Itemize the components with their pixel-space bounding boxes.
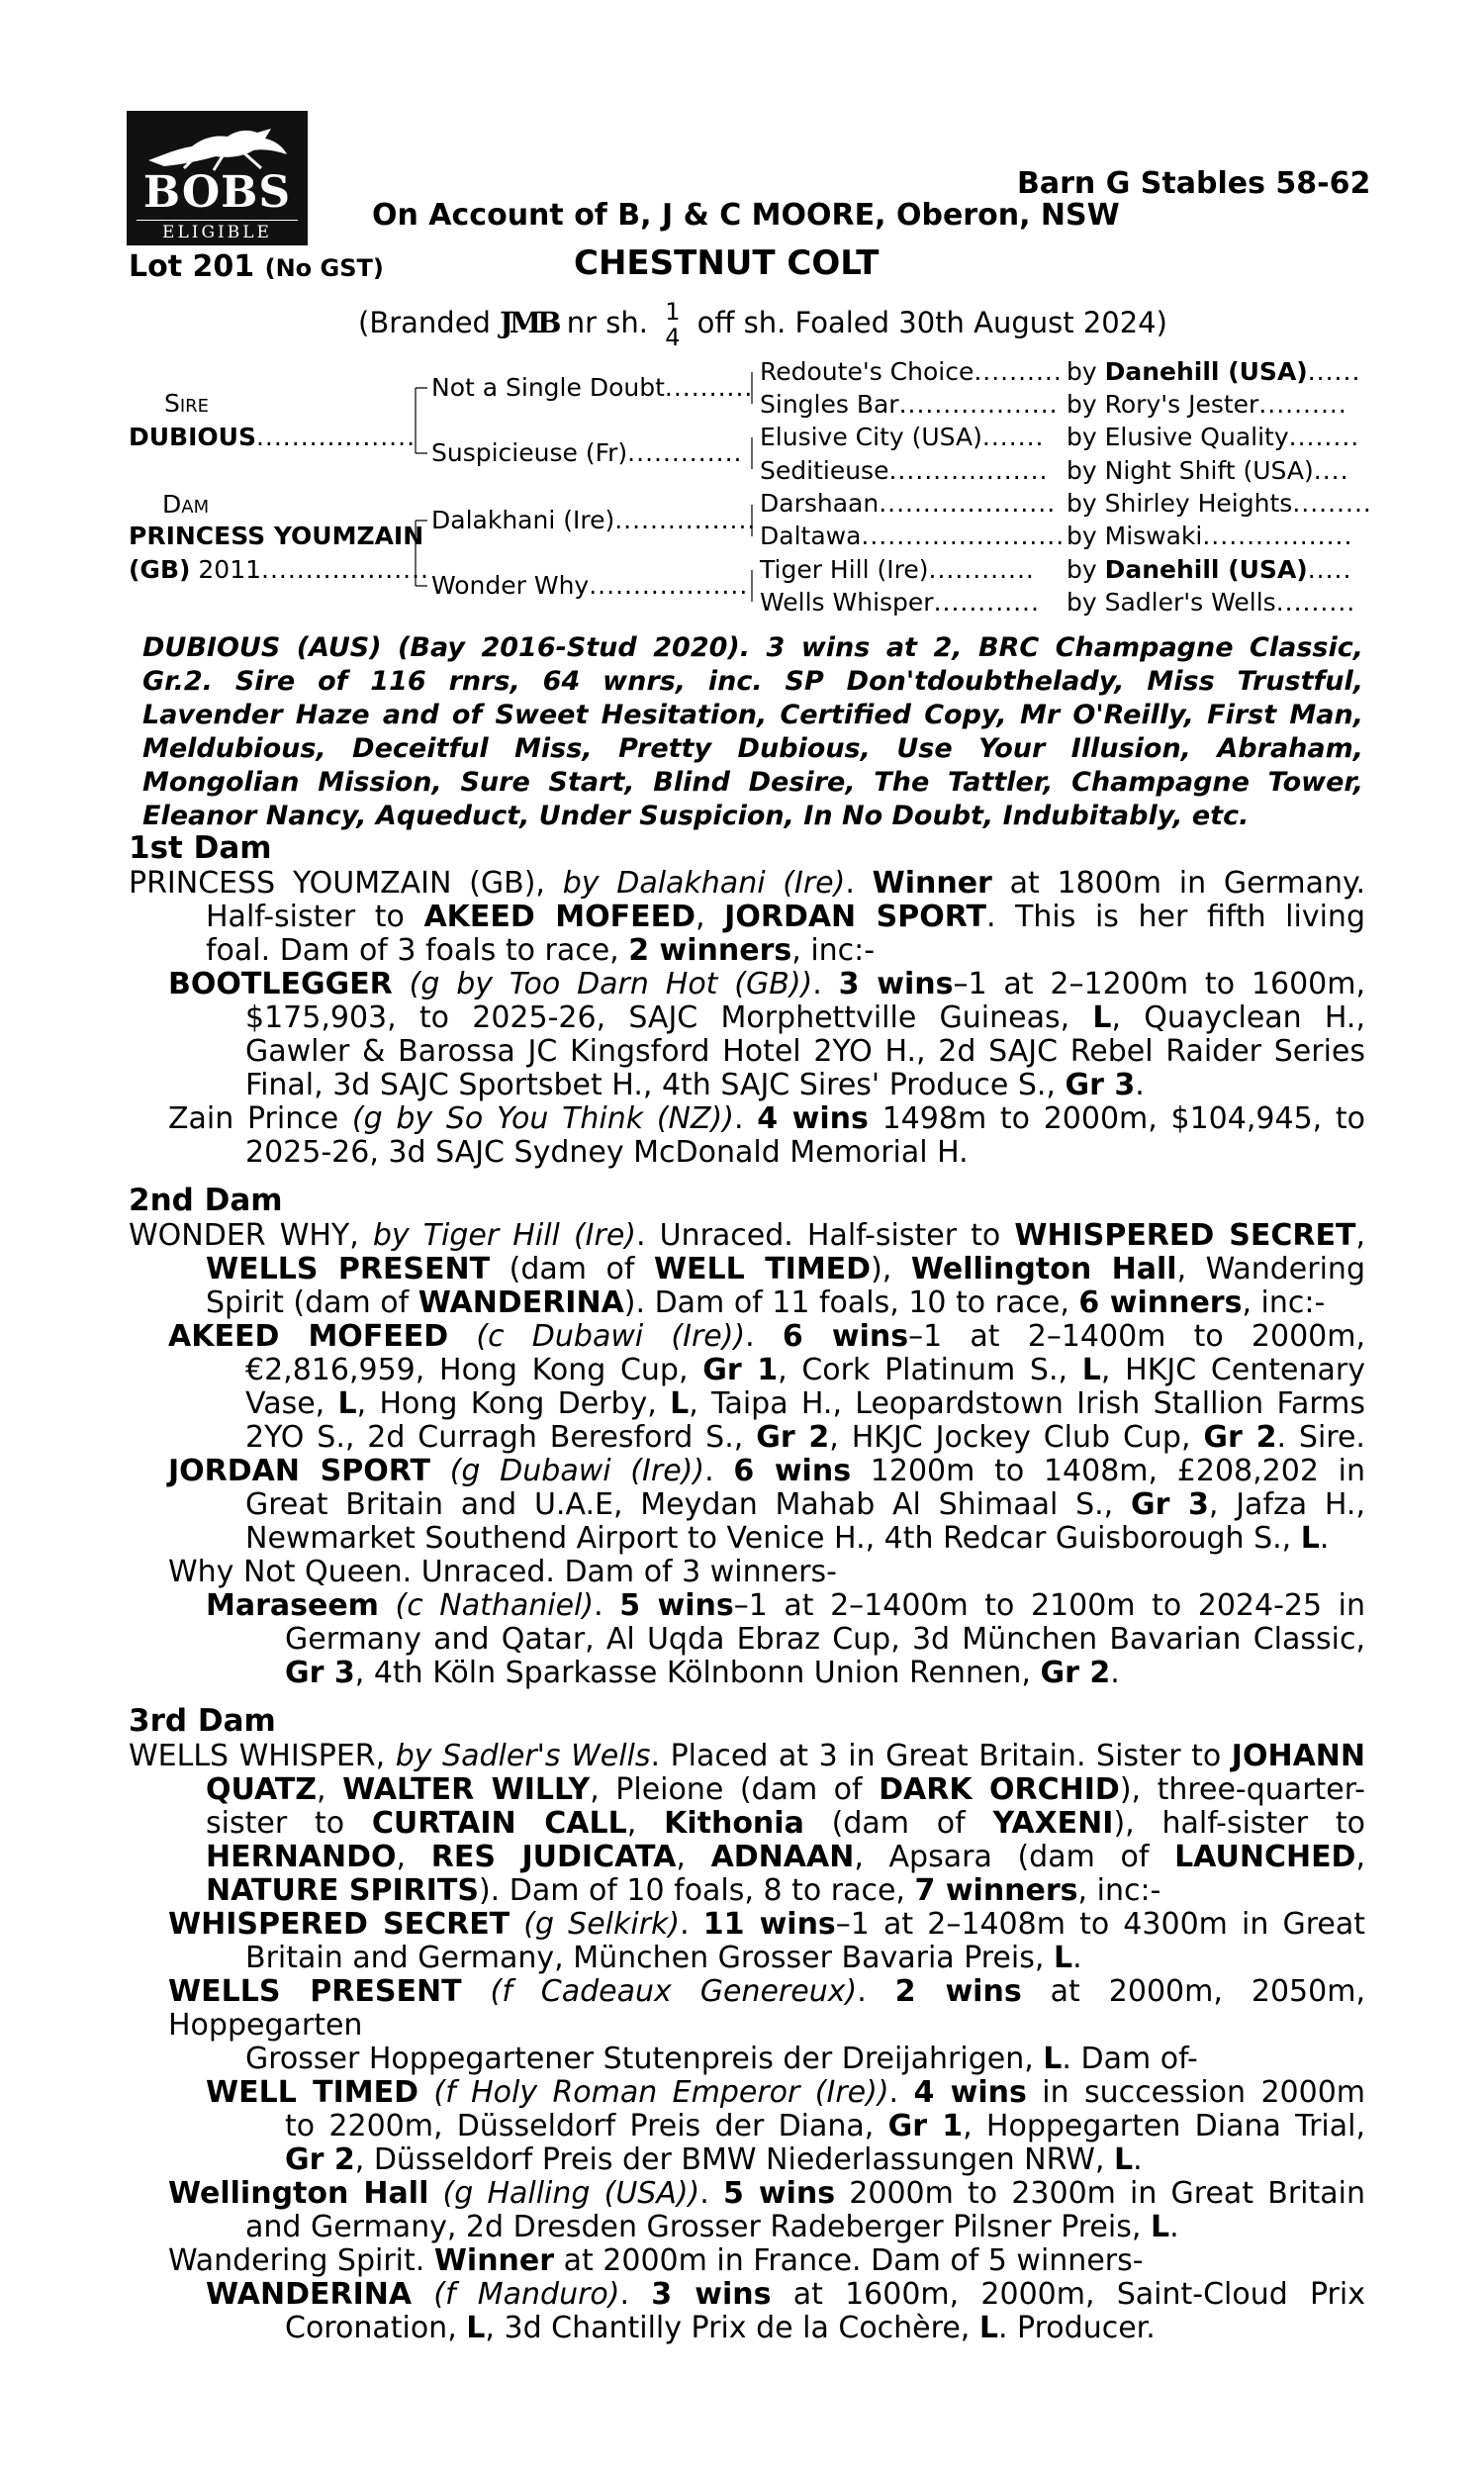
- g3-item: Seditieuse..................: [760, 456, 1049, 485]
- t: Half-sister to: [206, 900, 424, 934]
- t: [393, 967, 410, 1001]
- t: ),: [871, 1252, 911, 1286]
- t: Gr 2: [756, 1420, 830, 1455]
- t: (f Holy Roman Emperor (Ire)): [433, 2075, 889, 2110]
- dam1-line: [129, 901, 1365, 934]
- t: QUATZ: [206, 1772, 318, 1807]
- t: 5 wins: [619, 1588, 734, 1623]
- t: , Cork Platinum S.,: [778, 1353, 1082, 1387]
- t: .: [594, 1588, 620, 1623]
- t: [412, 2277, 433, 2312]
- dam-foaled: 2011: [190, 555, 262, 584]
- dam3-line: [129, 1975, 1365, 2043]
- t: .: [680, 1907, 703, 1942]
- t: .: [745, 1319, 783, 1354]
- t: , inc:-: [1242, 1285, 1326, 1320]
- t: WANDERINA: [206, 2277, 413, 2312]
- dam1-line: [129, 1001, 1365, 1035]
- g3-item: Redoute's Choice..........: [760, 357, 1063, 386]
- sire-line: Meldubious, Deceitful Miss, Pretty Dubious, Use Your Illusion, Abraham,: [142, 733, 1363, 764]
- t: , 4th Köln Sparkasse Kölnbonn Union Rennen,: [354, 1656, 1041, 1690]
- t: L: [1092, 1000, 1112, 1035]
- t: JORDAN SPORT: [724, 900, 986, 934]
- t: (c Dubawi (Ire)): [476, 1319, 746, 1354]
- dam2-line: [129, 1387, 1365, 1421]
- t: by Dalakhani (Ire): [562, 866, 846, 901]
- t: [418, 2075, 433, 2110]
- dam3-line: [129, 2278, 1365, 2312]
- t: $175,903, to 2025-26, SAJC Morphettville Guineas,: [245, 1000, 1093, 1035]
- dam3-line: [129, 1942, 1365, 1975]
- g3-name: Daltawa: [760, 522, 862, 550]
- t: , Jafza H.,: [1208, 1487, 1365, 1522]
- dam2-line: [129, 1657, 1365, 1690]
- t: .: [888, 2075, 914, 2110]
- t: , inc:-: [1077, 1873, 1161, 1908]
- t: .: [1319, 1521, 1330, 1556]
- t: JORDAN SPORT: [168, 1454, 430, 1488]
- g4-item: by Night Shift (USA)....: [1067, 456, 1349, 485]
- t: , HKJC Centenary: [1100, 1353, 1365, 1387]
- t: LAUNCHED: [1174, 1840, 1356, 1874]
- dam3-line: [129, 2143, 1365, 2177]
- t: Vase,: [245, 1386, 338, 1421]
- dam3-line: [129, 2244, 1365, 2278]
- t: Britain and Germany, München Grosser Bavaria Preis,: [245, 1941, 1054, 1975]
- t: (g Selkirk): [523, 1907, 681, 1942]
- dam3-line: [129, 2110, 1365, 2143]
- t: WANDERINA: [417, 1285, 624, 1320]
- t: NATURE SPIRITS: [206, 1873, 479, 1908]
- g3-name: Singles Bar: [760, 390, 899, 419]
- t: L: [1043, 2042, 1063, 2076]
- g4-name: Shirley Heights: [1104, 489, 1293, 518]
- t: 5 wins: [722, 2176, 836, 2211]
- t: .: [845, 866, 873, 901]
- dam2-line: [129, 1522, 1365, 1556]
- dam-origin: (GB): [129, 555, 191, 584]
- t: , Hoppegarten Diana Trial,: [963, 2109, 1365, 2143]
- t: Gr 2: [285, 2142, 355, 2177]
- t: . Producer.: [997, 2311, 1156, 2345]
- g4-by: by: [1067, 390, 1105, 419]
- lot-label: Lot 201: [129, 249, 255, 284]
- t: at 2000m, 2050m, Hoppegarten: [168, 1974, 1365, 2043]
- t: (f Cadeaux Genereux): [490, 1974, 858, 2009]
- t: Gr 1: [702, 1353, 779, 1387]
- g4-by: by: [1067, 555, 1105, 584]
- dam2-line: Germany and Qatar, Al Uqda Ebraz Cup, 3d München Bavarian Classic,: [285, 1622, 1365, 1657]
- t: . Dam of-: [1062, 2042, 1198, 2076]
- t: [430, 1454, 450, 1488]
- t: WELL TIMED: [206, 2075, 418, 2110]
- t: ,: [676, 1840, 711, 1874]
- gst-note: (No GST): [264, 254, 384, 282]
- t: L: [1113, 2142, 1134, 2177]
- t: . This is her fifth living: [985, 900, 1365, 934]
- t: Grosser Hoppegartener Stutenpreis der Dreijahrigen,: [245, 2042, 1044, 2076]
- t: , HKJC Jockey Club Cup,: [829, 1420, 1204, 1455]
- t: , Apsara (dam of: [854, 1840, 1175, 1874]
- sire-line: Mongolian Mission, Sure Start, Blind Desire, The Tattler, Champagne Tower,: [142, 767, 1363, 798]
- t: ,: [696, 900, 725, 934]
- t: 1498m to 2000m, $104,945, to: [868, 1101, 1366, 1136]
- t: L: [466, 2311, 486, 2345]
- g2-name: Suspicieuse (Fr): [431, 438, 628, 467]
- t: , inc:-: [791, 933, 876, 968]
- t: Wellington Hall: [168, 2176, 429, 2211]
- g4-by: by: [1067, 522, 1105, 550]
- t: Spirit (dam of: [206, 1285, 418, 1320]
- g2-item: Suspicieuse (Fr).............: [431, 438, 743, 467]
- sire-line: Lavender Haze and of Sweet Hesitation, Certified Copy, Mr O'Reilly, First Man,: [142, 700, 1363, 730]
- g3-item: Daltawa.......................: [760, 522, 1066, 550]
- g4-item: by Rory's Jester..........: [1067, 390, 1347, 419]
- g3-name: Elusive City (USA): [760, 423, 982, 451]
- t: , Wandering: [1176, 1252, 1365, 1286]
- t: L: [1053, 1941, 1073, 1975]
- g4-item: by Shirley Heights.........: [1067, 489, 1372, 518]
- g4-item: by Sadler's Wells.........: [1067, 588, 1356, 617]
- g4-name: Night Shift (USA): [1104, 456, 1314, 485]
- t: and Germany, 2d Dresden Grosser Radeberger Pilsner Preis,: [245, 2210, 1151, 2244]
- second-dam-heading: 2nd Dam: [129, 1183, 283, 1218]
- t: WELLS WHISPER,: [129, 1739, 396, 1773]
- t: 3 wins: [651, 2277, 772, 2312]
- g4-item: by Danehill (USA)......: [1067, 357, 1361, 386]
- t: JOHANN: [1231, 1739, 1366, 1773]
- t: .: [699, 2176, 723, 2211]
- lot-title: CHESTNUT COLT: [574, 243, 880, 283]
- t: 6 wins: [733, 1454, 852, 1488]
- t: ). Dam of 11 foals, 10 to race,: [623, 1285, 1079, 1320]
- t: .: [704, 1454, 734, 1488]
- dam2-line: [129, 1421, 1365, 1455]
- dam2-line: [129, 1253, 1365, 1286]
- t: L: [670, 1386, 690, 1421]
- t: , Hong Kong Derby,: [356, 1386, 671, 1421]
- t: 7 winners: [914, 1873, 1078, 1908]
- t: L: [1150, 2210, 1170, 2244]
- t: Gr 2: [1040, 1656, 1111, 1690]
- t: Coronation,: [285, 2311, 467, 2345]
- t: Zain Prince: [168, 1101, 352, 1136]
- pedigree-brackets: [0, 0, 1484, 653]
- t: AKEED MOFEED: [423, 900, 696, 934]
- t: 6 wins: [782, 1319, 909, 1354]
- t: Gr 2: [1203, 1420, 1277, 1455]
- dam2-line: [129, 1320, 1365, 1354]
- t: sister to: [206, 1806, 372, 1841]
- third-dam-heading: 3rd Dam: [129, 1703, 276, 1739]
- dam2-line: [129, 1354, 1365, 1387]
- t: ,: [626, 1806, 665, 1841]
- t: PRINCESS YOUMZAIN (GB),: [129, 866, 563, 901]
- sire-line: Gr.2. Sire of 116 rnrs, 64 wnrs, inc. SP Don'tdoubthelady, Miss Trustful,: [142, 666, 1363, 697]
- t: DARK ORCHID: [879, 1772, 1120, 1807]
- t: ,: [317, 1772, 343, 1807]
- t: by Sadler's Wells: [395, 1739, 651, 1773]
- t: .: [1169, 2210, 1179, 2244]
- t: WELLS PRESENT: [206, 1252, 491, 1286]
- t: Final, 3d SAJC Sportsbet H., 4th SAJC Sires' Produce S.,: [245, 1068, 1066, 1102]
- g4-by: by: [1067, 588, 1105, 617]
- dam1-line: [129, 968, 1365, 1001]
- t: WHISPERED SECRET: [168, 1907, 510, 1942]
- t: 11 wins: [702, 1907, 836, 1942]
- t: . Sire.: [1276, 1420, 1365, 1455]
- dam2-line: [129, 1589, 1365, 1623]
- g4-by: by: [1067, 357, 1105, 386]
- t: Newmarket Southend Airport to Venice H., 4th Redcar Guisborough S.,: [245, 1521, 1301, 1556]
- g3-name: Redoute's Choice: [760, 357, 974, 386]
- dam: PRINCESS YOUMZAIN: [129, 522, 424, 550]
- t: YAXENI: [992, 1806, 1114, 1841]
- t: , Quayclean H.,: [1111, 1000, 1365, 1035]
- dam3-line: [129, 1841, 1365, 1874]
- t: ), three-quarter-: [1119, 1772, 1365, 1807]
- g4-name: Danehill (USA): [1104, 357, 1308, 386]
- t: 6 winners: [1078, 1285, 1243, 1320]
- t: .: [619, 2277, 652, 2312]
- dam3-line: [129, 1908, 1365, 1942]
- t: ,: [1355, 1218, 1366, 1253]
- first-dam-heading: 1st Dam: [129, 830, 272, 866]
- g3-item: Darshaan....................: [760, 489, 1057, 518]
- t: , 3d Chantilly Prix de la Cochère,: [485, 2311, 979, 2345]
- t: (g by Too Darn Hot (GB)): [409, 967, 813, 1001]
- sire: DUBIOUS: [129, 423, 256, 451]
- t: (dam of: [490, 1252, 654, 1286]
- t: (g Dubawi (Ire)): [449, 1454, 705, 1488]
- t: Wellington Hall: [910, 1252, 1177, 1286]
- branded-mid: nr sh.: [557, 306, 658, 339]
- t: L: [1300, 1521, 1320, 1556]
- t: Great Britain and U.A.E, Meydan Mahab Al Shimaal S.,: [245, 1487, 1131, 1522]
- t: RES JUDICATA: [430, 1840, 677, 1874]
- g4-name: Sadler's Wells: [1104, 588, 1276, 617]
- frac-num: 1: [665, 298, 681, 326]
- g4-by: by: [1067, 456, 1105, 485]
- t: 1200m to 1408m, £208,202 in: [851, 1454, 1365, 1488]
- t: WELLS PRESENT: [168, 1974, 462, 2009]
- dam3-line: [129, 1807, 1365, 1841]
- t: ). Dam of 10 foals, 8 to race,: [478, 1873, 915, 1908]
- g4-by: by: [1067, 489, 1105, 518]
- t: –1 at 2–1408m to 4300m in Great: [835, 1907, 1366, 1942]
- dam2-line: [129, 1286, 1365, 1320]
- t: in succession 2000m: [1026, 2075, 1366, 2110]
- dam2-line: [129, 1488, 1365, 1522]
- sire-line: DUBIOUS (AUS) (Bay 2016-Stud 2020). 3 wins at 2, BRC Champagne Classic,: [142, 632, 1363, 663]
- t: –1 at 2–1200m to 1600m,: [953, 967, 1366, 1001]
- t: .: [1110, 1656, 1120, 1690]
- t: Wandering Spirit.: [168, 2243, 434, 2278]
- g2-item: Dalakhani (Ire)................: [431, 506, 757, 534]
- logo-sub: ELIGIBLE: [137, 220, 298, 242]
- t: , Düsseldorf Preis der BMW Niederlassungen NRW,: [354, 2142, 1114, 2177]
- dam1-line: Gawler & Barossa JC Kingsford Hotel 2YO H., 2d SAJC Rebel Raider Series: [245, 1034, 1365, 1069]
- t: 2 wins: [894, 1974, 1022, 2009]
- t: foal. Dam of 3 foals to race,: [206, 933, 629, 968]
- t: .: [1072, 1941, 1082, 1975]
- dam-label: Dam: [162, 490, 210, 519]
- consignor: On Account of B, J & C MOORE, Oberon, NSW: [372, 198, 1120, 233]
- t: [462, 1974, 491, 2009]
- t: .: [1133, 2142, 1143, 2177]
- t: L: [337, 1386, 357, 1421]
- t: –1 at 2–1400m to 2000m,: [908, 1319, 1366, 1354]
- dam-year: (GB) 2011...................: [129, 555, 430, 584]
- t: , Taipa H., Leopardstown Irish Stallion Farms: [689, 1386, 1365, 1421]
- sire-name: DUBIOUS..................: [129, 423, 417, 451]
- branded-suffix: off sh. Foaled 30th August 2024): [688, 306, 1167, 339]
- t: .: [857, 1974, 895, 2009]
- t: to 2200m, Düsseldorf Preis der Diana,: [285, 2109, 888, 2143]
- t: Kithonia: [664, 1806, 804, 1841]
- g3-item: Tiger Hill (Ire)............: [760, 555, 1035, 584]
- t: 2000m to 2300m in Great Britain: [835, 2176, 1365, 2211]
- g4-name: Rory's Jester: [1104, 390, 1259, 419]
- t: , Pleione (dam of: [590, 1772, 880, 1807]
- t: (g by So You Think (NZ)): [351, 1101, 734, 1136]
- t: Gr 3: [1130, 1487, 1209, 1522]
- g2-name: Not a Single Doubt: [431, 373, 665, 402]
- t: 2YO S., 2d Curragh Beresford S.,: [245, 1420, 757, 1455]
- t: (dam of: [803, 1806, 993, 1841]
- t: at 1800m in Germany.: [991, 866, 1365, 901]
- sire-summary: [142, 631, 1363, 833]
- t: L: [978, 2311, 998, 2345]
- t: at 2000m in France. Dam of 5 winners-: [554, 2243, 1144, 2278]
- t: [448, 1319, 476, 1354]
- t: WHISPERED SECRET: [1014, 1218, 1356, 1253]
- dam3-line: [129, 2076, 1365, 2110]
- t: .: [733, 1101, 758, 1136]
- dam3-line: [129, 2043, 1365, 2076]
- t: by Tiger Hill (Ire): [372, 1218, 636, 1253]
- g3-name: Seditieuse: [760, 456, 889, 485]
- dam3-line: [129, 2177, 1365, 2211]
- branded-prefix: (Branded: [358, 306, 501, 339]
- dam2-line: Why Not Queen. Unraced. Dam of 3 winners-: [168, 1555, 837, 1589]
- t: Gr 3: [285, 1656, 355, 1690]
- t: at 1600m, 2000m, Saint-Cloud Prix: [771, 2277, 1365, 2312]
- g4-name: Elusive Quality: [1104, 423, 1289, 451]
- dam1-line: [129, 1102, 1365, 1136]
- t: CURTAIN CALL: [371, 1806, 627, 1841]
- t: .: [812, 967, 839, 1001]
- dam3-line: [129, 2211, 1365, 2244]
- frac-den: 4: [665, 324, 681, 351]
- g2-name: Wonder Why: [431, 571, 590, 600]
- t: Gr 1: [887, 2109, 964, 2143]
- g3-item: Wells Whisper............: [760, 588, 1040, 617]
- dam3-line: [129, 2312, 1365, 2345]
- barn-stables: Barn G Stables 58-62: [1017, 166, 1371, 201]
- g4-name: Miswaki: [1104, 522, 1203, 550]
- dam3-line: [129, 1874, 1365, 1908]
- dam1-line: [129, 934, 1365, 968]
- dam1-line: [129, 1069, 1365, 1102]
- t: . Placed at 3 in Great Britain. Sister to: [650, 1739, 1232, 1773]
- t: ,: [1355, 1840, 1366, 1874]
- g3-item: Elusive City (USA).......: [760, 423, 1045, 451]
- t: HERNANDO: [206, 1840, 397, 1874]
- g4-name: Danehill (USA): [1104, 555, 1308, 584]
- t: Gr 3: [1065, 1068, 1136, 1102]
- t: €2,816,959, Hong Kong Cup,: [245, 1353, 703, 1387]
- g4-item: by Elusive Quality........: [1067, 423, 1360, 451]
- t: WONDER WHY,: [129, 1218, 373, 1253]
- dam1-line: 2025-26, 3d SAJC Sydney McDonald Memorial H.: [245, 1135, 969, 1170]
- t: (c Nathaniel): [395, 1588, 595, 1623]
- t: 4 wins: [757, 1101, 869, 1136]
- g3-item: Singles Bar..................: [760, 390, 1059, 419]
- logo-brand: BOBS: [142, 167, 292, 218]
- g3-name: Tiger Hill (Ire): [760, 555, 929, 584]
- t: Winner: [433, 2243, 555, 2278]
- g4-item: by Danehill (USA).....: [1067, 555, 1352, 584]
- t: .: [1135, 1068, 1145, 1102]
- t: . Unraced. Half-sister to: [636, 1218, 1015, 1253]
- t: WALTER WILLY: [342, 1772, 591, 1807]
- t: AKEED MOFEED: [168, 1319, 449, 1354]
- t: [379, 1588, 396, 1623]
- g2-item: Not a Single Doubt..........: [431, 373, 754, 402]
- sire-label: Sire: [164, 389, 210, 418]
- t: 4 wins: [913, 2075, 1027, 2110]
- t: 2 winners: [628, 933, 792, 968]
- g2-item: Wonder Why..................: [431, 571, 749, 600]
- dam3-line: [129, 1740, 1365, 1773]
- brand-mark: JMB: [500, 306, 558, 339]
- dam1-line: [129, 867, 1365, 901]
- t: –1 at 2–1400m to 2100m to 2024-25 in: [733, 1588, 1365, 1623]
- g4-item: by Miswaki.................: [1067, 522, 1353, 550]
- t: [510, 1907, 523, 1942]
- g3-name: Darshaan: [760, 489, 880, 518]
- dam2-line: [129, 1455, 1365, 1488]
- t: Winner: [872, 866, 992, 901]
- t: ADNAAN: [710, 1840, 855, 1874]
- sire-line: Eleanor Nancy, Aqueduct, Under Suspicion, In No Doubt, Indubitably, etc.: [142, 801, 1250, 831]
- t: (g Halling (USA)): [442, 2176, 700, 2211]
- t: (f Manduro): [433, 2277, 620, 2312]
- t: L: [1081, 1353, 1101, 1387]
- dam3-line: [129, 1773, 1365, 1807]
- t: ), half-sister to: [1113, 1806, 1365, 1841]
- t: WELL TIMED: [653, 1252, 872, 1286]
- dam2-line: [129, 1219, 1365, 1253]
- g3-name: Wells Whisper: [760, 588, 934, 617]
- g4-by: by: [1067, 423, 1105, 451]
- t: 3 wins: [838, 967, 954, 1001]
- catalogue-body: [129, 829, 1365, 2345]
- t: Maraseem: [206, 1588, 379, 1623]
- g2-name: Dalakhani (Ire): [431, 506, 615, 534]
- t: [428, 2176, 442, 2211]
- t: BOOTLEGGER: [168, 967, 393, 1001]
- t: ,: [396, 1840, 431, 1874]
